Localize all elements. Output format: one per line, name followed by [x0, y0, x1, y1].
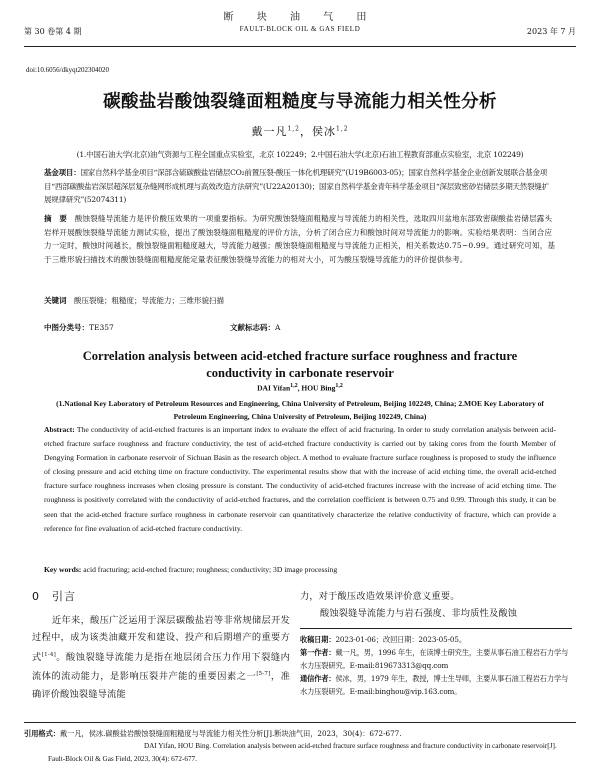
- abstract-cn-text: 酸蚀裂缝导流能力是评价酸压效果的一项重要指标。为研究酸蚀裂缝面粗糙度与导流能力的相关性，选取四川盆地东部致密碳酸盐岩储层露头岩样开展酸蚀裂缝导流能力测试实验，提出了酸蚀裂缝面粗糙度的评价方法，分析了闭合应力和酸蚀时间对导流能力的影响。实验结果表明：当闭合应力一定时，酸蚀时间越长，酸蚀裂缝面粗糙度越大，导流能力越强；酸蚀裂缝面粗糙度与导流能力正相关，相关系数达0.75~0.99。通过研究可知，基于三维形貌扫描技术的酸蚀裂缝面粗糙度能定量表征酸蚀裂缝导流能力的相对大小，可为酸压裂缝导流能力的评价提供参考。: [44, 214, 556, 264]
- citation-ref-2: [5-7]: [256, 671, 271, 678]
- document-code-label: 文献标志码：: [230, 323, 275, 332]
- abstract-en: [44, 423, 556, 536]
- first-author-info: 戴一凡，男，1996 年生，在读博士研究生，主要从事石油工程岩石力学与水力压裂研究。E-mail:819673313@qq.com: [300, 648, 569, 670]
- publication-date: 2023 年 7 月: [526, 27, 576, 36]
- abstract-cn: [44, 212, 556, 266]
- citation-ref-1: [1-4]: [41, 651, 56, 658]
- author-1-cn: 戴一凡: [251, 125, 288, 138]
- received-dates: 2023-01-06；改回日期：2023-05-05。: [335, 635, 466, 644]
- document-code: [230, 322, 280, 333]
- author-2-cn: 侯冰: [312, 125, 336, 138]
- article-notes: [300, 628, 572, 698]
- citation-format: [24, 722, 576, 766]
- author-1-cn-affil: 1,2: [287, 125, 300, 133]
- article-title-en: Correlation analysis between acid-etched fracture surface roughness and fracture conductivity in carbonate reservoir: [82, 349, 518, 380]
- author-1-en: DAI Yifan: [257, 383, 291, 393]
- author-2-cn-affil: 1,2: [336, 125, 349, 133]
- corresponding-author-note: [300, 672, 572, 698]
- citation-cn-text: 戴一凡，侯冰.碳酸盐岩酸蚀裂缝面粗糙度与导流能力相关性分析[J].断块油气田，2023，30(4)：672-677.: [59, 729, 402, 738]
- section-title: 引言: [52, 590, 76, 603]
- author-separator-en: ,: [297, 383, 302, 393]
- keywords-cn-label: 关键词: [44, 296, 67, 305]
- received-label: 收稿日期：: [300, 635, 336, 644]
- right-column-text: [300, 588, 570, 622]
- journal-name-en: FAULT-BLOCK OIL & GAS FIELD: [239, 25, 361, 33]
- corresponding-author-label: 通信作者：: [300, 674, 336, 683]
- running-header: [24, 6, 576, 47]
- authors-en: [0, 383, 600, 393]
- author-1-en-affil: 1,2: [290, 383, 298, 389]
- clc-label: 中图分类号：: [44, 323, 89, 332]
- first-author-note: [300, 646, 572, 672]
- citation-en-line-1: DAI Yifan, HOU Bing. Correlation analysis between acid-etched fracture surface roughness and fracture conductivity in carbonate reservoir[J].: [144, 742, 557, 750]
- authors-cn: [0, 123, 600, 139]
- keywords-cn-text: 酸压裂缝；粗糙度；导流能力；三维形貌扫描: [74, 296, 224, 305]
- abstract-cn-label: 摘 要: [44, 214, 68, 223]
- keywords-en-text: acid fracturing; acid-etched fracture; roughness; conductivity; 3D image processing: [83, 565, 338, 574]
- intro-text-2: 。酸蚀裂缝导流能力是指在地层闭合压力作用下裂缝内流体的流动能力，是影响压裂井产能的重要因素之一: [32, 651, 290, 683]
- abstract-en-label: Abstract:: [44, 425, 75, 434]
- funding-text: 国家自然科学基金项目“深部含硫碳酸盐岩储层CO₂前置压裂-酸压一体化机理研究”(U19B6003-05)；国家自然科学基金企业创新发展联合基金项目“西部碳酸盐岩深层超深层复杂缝网形成机理与高效改造方法研究”(U22A20130)；国家自然科学基金青年科学基金项目“深层致密砂岩储层多期天然裂缝扩展规律研究”(52074311): [44, 168, 549, 204]
- doi: doi:10.6056/dkyqt202304020: [26, 66, 110, 74]
- right-col-line-1: 力，对于酸压改造效果评价意义重要。: [300, 591, 460, 602]
- keywords-en-label: Key words:: [44, 565, 82, 574]
- intro-paragraph: [32, 612, 290, 703]
- volume-issue: 第 30 卷第 4 期: [24, 27, 82, 36]
- right-col-line-2: 酸蚀裂缝导流能力与岩石强度、非均质性及酸蚀: [320, 608, 518, 619]
- affiliation-en: (1.National Key Laboratory of Petroleum Resources and Engineering, China University of Petroleum, Beijing 102249, China; 2.MOE Key Laboratory of Petroleum Engineering, China University of Petroleum, Beijing 102249, China): [56, 399, 544, 421]
- journal-name-cn: 断 块 油 气 田: [223, 12, 377, 23]
- clc-value: TE357: [89, 323, 114, 332]
- keywords-cn: [44, 295, 556, 306]
- funding-label: 基金项目：: [44, 168, 81, 177]
- intro-text-3: ，准确评价酸蚀裂缝导流能: [32, 671, 290, 700]
- clc-number: [44, 322, 114, 333]
- author-separator-cn: ，: [300, 125, 312, 138]
- document-code-value: A: [275, 323, 281, 332]
- article-title-cn: 碳酸盐岩酸蚀裂缝面粗糙度与导流能力相关性分析: [103, 92, 497, 112]
- abstract-en-text: The conductivity of acid-etched fractures is an important index to evaluate the effect of acid fracturing. In order to study correlation analysis between acid-etched fracture surface roughness and fracture conductivity, the test of acid-etched fracture conductivity is carried out by taking cores from the fourth Member of Dengying Formation in carbonate reservoir of Sichuan Basin as the research object. A method to evaluate fracture surface roughness is proposed to study the influence of closing pressure and acid etching time on fracture conductivity. The experimental results show that with the increase of acid etching time, the overall acid-etched fracture surface roughness increases when closing pressure is constant. The conductivity of acid-etched fractures increase with the increase of acid etching time. The roughness is positively correlated with the conductivity of acid-etched fractures, and the correlation coefficient is between 0.75 and 0.99. Through this study, it can be seen that the acid-etched fracture surface roughness in carbonate reservoir can quantitatively characterize the relative conductivity of fracture, which can provide a reference for fine evaluation of acid-etched fracture conductivity.: [44, 425, 557, 533]
- author-2-en: HOU Bing: [301, 383, 336, 393]
- funding-cn: [44, 166, 556, 207]
- author-2-en-affil: 1,2: [335, 383, 343, 389]
- citation-label: 引用格式：: [24, 729, 60, 738]
- corresponding-author-info: 侯冰，男，1979 年生，教授，博士生导师，主要从事石油工程岩石力学与水力压裂研究。E-mail:binghou@vip.163.com。: [300, 674, 569, 696]
- section-heading: [32, 588, 76, 604]
- citation-en-line-2: Fault-Block Oil & Gas Field, 2023, 30(4): 672-677.: [48, 755, 197, 763]
- affiliation-cn: (1.中国石油大学(北京)油气资源与工程全国重点实验室，北京 102249；2.中国石油大学(北京)石油工程教育部重点实验室，北京 102249): [76, 150, 524, 159]
- intro-text-1: 近年来，酸压广泛运用于深层碳酸盐岩等非常规储层开发过程中，成为该类油藏开发和建设、投产和后期增产的重要方式: [32, 615, 290, 663]
- keywords-en: [44, 565, 556, 574]
- received-note: [300, 633, 572, 646]
- first-author-label: 第一作者：: [300, 648, 336, 657]
- citation-cn: [24, 727, 576, 740]
- section-number: 0: [32, 590, 40, 603]
